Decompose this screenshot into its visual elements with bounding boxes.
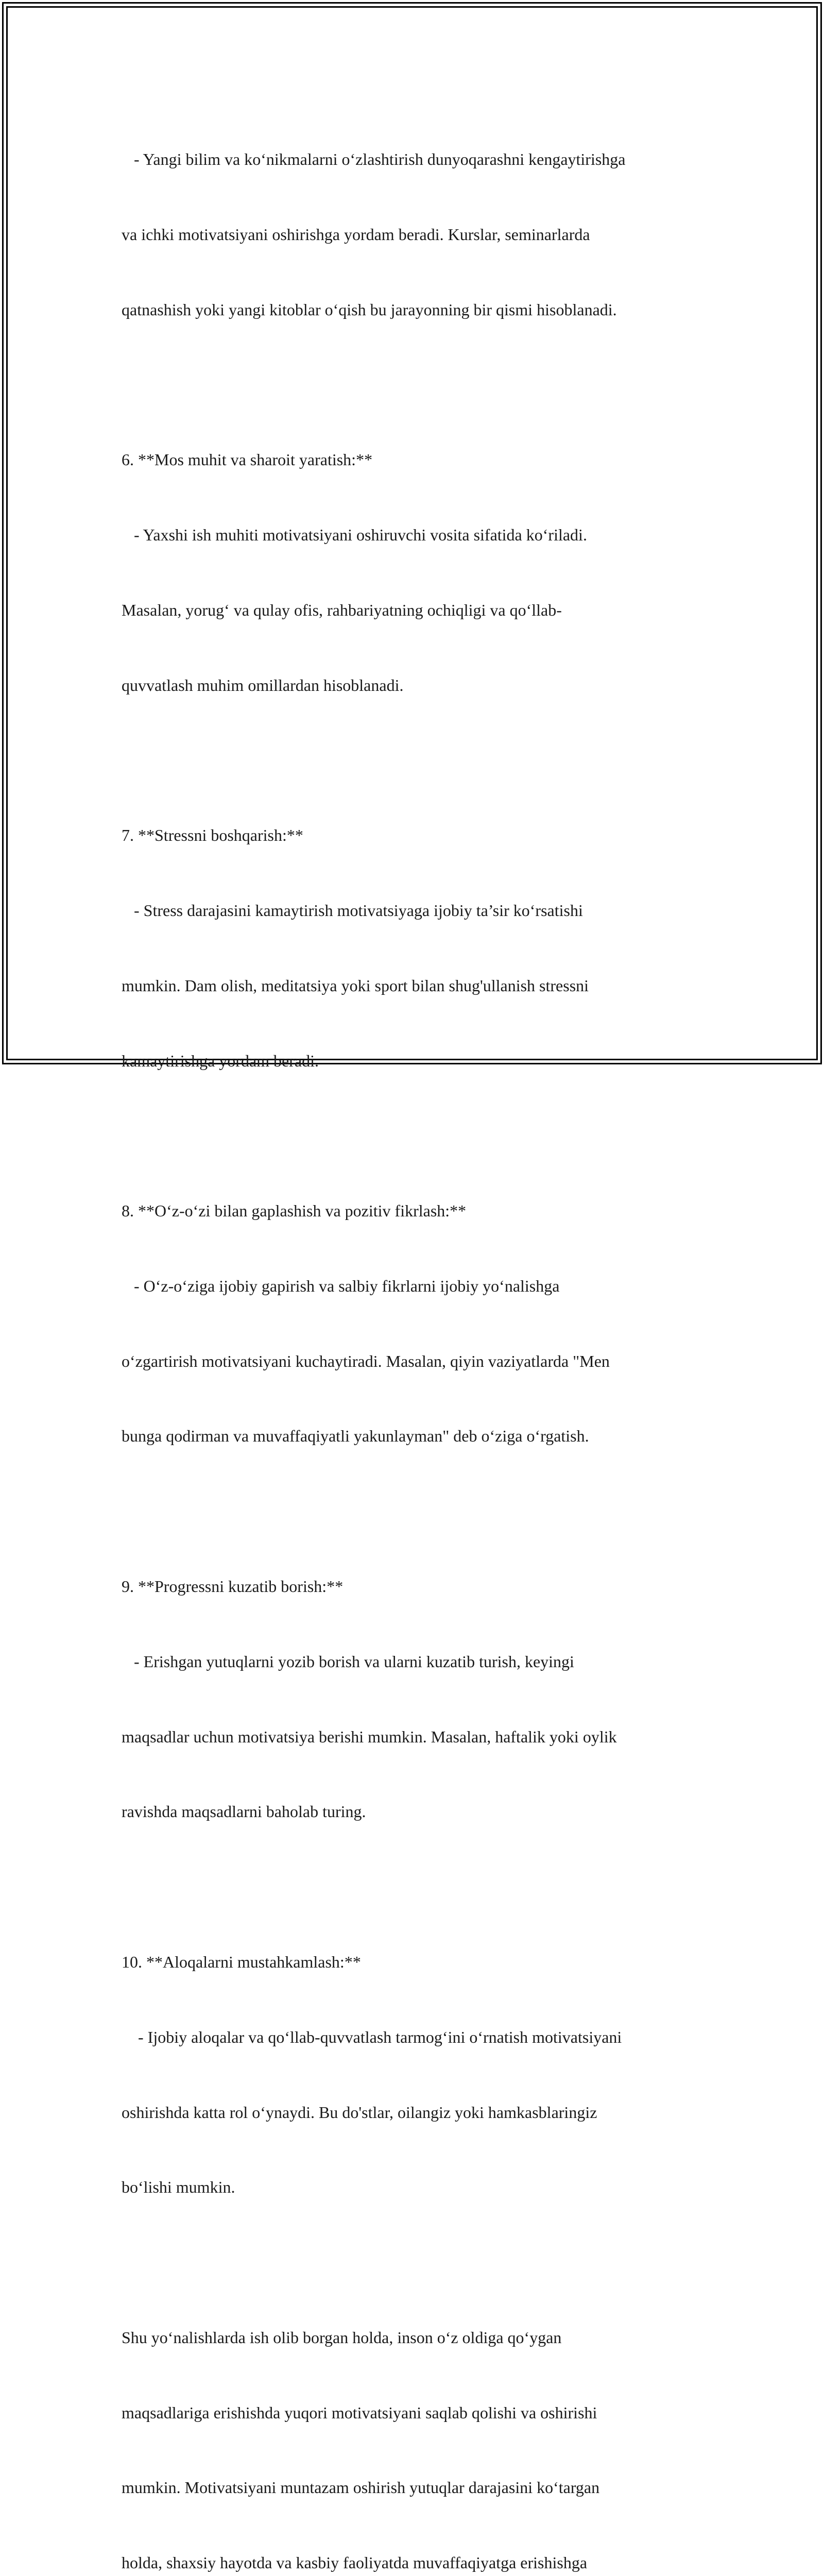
paragraph-gap xyxy=(122,1123,714,1148)
text-line: o‘zgartirish motivatsiyani kuchaytiradi. Masalan, qiyin vaziyatlarda "Men xyxy=(122,1351,610,1370)
text-line: oshirishda katta rol o‘ynaydi. Bu do'stlar, oilangiz yoki hamkasblaringiz xyxy=(122,2103,597,2122)
text-line: bunga qodirman va muvaffaqiyatli yakunlayman" deb o‘ziga o‘rgatish. xyxy=(122,1427,589,1446)
section-heading: 9. **Progressni kuzatib borish:** xyxy=(122,1577,344,1596)
text-line: quvvatlash muhim omillardan hisoblanadi. xyxy=(122,675,404,694)
text-line: - Stress darajasini kamaytirish motivatsiyaga ijobiy ta’sir ko‘rsatishi xyxy=(122,901,583,920)
conclusion-paragraph xyxy=(122,2275,714,2576)
section-heading: 8. **O‘z-o‘zi bilan gaplashish va pozitiv fikrlash:** xyxy=(122,1201,467,1221)
paragraph-gap xyxy=(122,2250,714,2275)
text-line: bo‘lishi mumkin. xyxy=(122,2178,235,2197)
document-body xyxy=(122,97,714,2576)
text-line: - Yaxshi ish muhiti motivatsiyani oshiruvchi vosita sifatida ko‘riladi. xyxy=(122,526,587,545)
section-heading: 6. **Mos muhit va sharoit yaratish:** xyxy=(122,450,373,469)
text-line: maqsadlar uchun motivatsiya berishi mumkin. Masalan, haftalik yoki oylik xyxy=(122,1727,617,1746)
section-heading: 10. **Aloqalarni mustahkamlash:** xyxy=(122,1952,361,1971)
text-line: - Ijobiy aloqalar va qo‘llab-quvvatlash tarmog‘ini o‘rnatish motivatsiyani xyxy=(122,2027,622,2046)
text-line: Shu yo‘nalishlarda ish olib borgan holda, inson o‘z oldiga qo‘ygan xyxy=(122,2328,562,2347)
text-line: kamaytirishga yordam beradi. xyxy=(122,1051,319,1070)
section-8 xyxy=(122,1148,714,1499)
text-line: - Yangi bilim va ko‘nikmalarni o‘zlashtirish dunyoqarashni kengaytirishga xyxy=(122,150,626,169)
paragraph-gap xyxy=(122,1499,714,1524)
paragraph-gap xyxy=(122,372,714,398)
text-line: mumkin. Motivatsiyani muntazam oshirish yutuqlar darajasini ko‘targan xyxy=(122,2478,600,2497)
text-line: ravishda maqsadlarni baholab turing. xyxy=(122,1802,366,1821)
section-9 xyxy=(122,1524,714,1874)
paragraph-gap xyxy=(122,748,714,773)
text-line: maqsadlariga erishishda yuqori motivatsiyani saqlab qolishi va oshirishi xyxy=(122,2403,597,2422)
section-10 xyxy=(122,1900,714,2250)
text-line: - O‘z-o‘ziga ijobiy gapirish va salbiy fikrlarni ijobiy yo‘nalishga xyxy=(122,1276,560,1295)
section-7 xyxy=(122,773,714,1123)
section-heading: 7. **Stressni boshqarish:** xyxy=(122,826,303,845)
section-6 xyxy=(122,397,714,748)
paragraph-gap xyxy=(122,1874,714,1900)
text-line: holda, shaxsiy hayotda va kasbiy faoliyatda muvaffaqiyatga erishishga xyxy=(122,2553,588,2572)
text-line: - Erishgan yutuqlarni yozib borish va ularni kuzatib turish, keyingi xyxy=(122,1652,574,1671)
text-line: va ichki motivatsiyani oshirishga yordam beradi. Kurslar, seminarlarda xyxy=(122,225,590,244)
intro-paragraph xyxy=(122,97,714,372)
text-line: Masalan, yorug‘ va qulay ofis, rahbariyatning ochiqligi va qo‘llab- xyxy=(122,600,562,619)
text-line: mumkin. Dam olish, meditatsiya yoki sport bilan shug'ullanish stressni xyxy=(122,976,589,995)
text-line: qatnashish yoki yangi kitoblar o‘qish bu jarayonning bir qismi hisoblanadi. xyxy=(122,300,617,319)
